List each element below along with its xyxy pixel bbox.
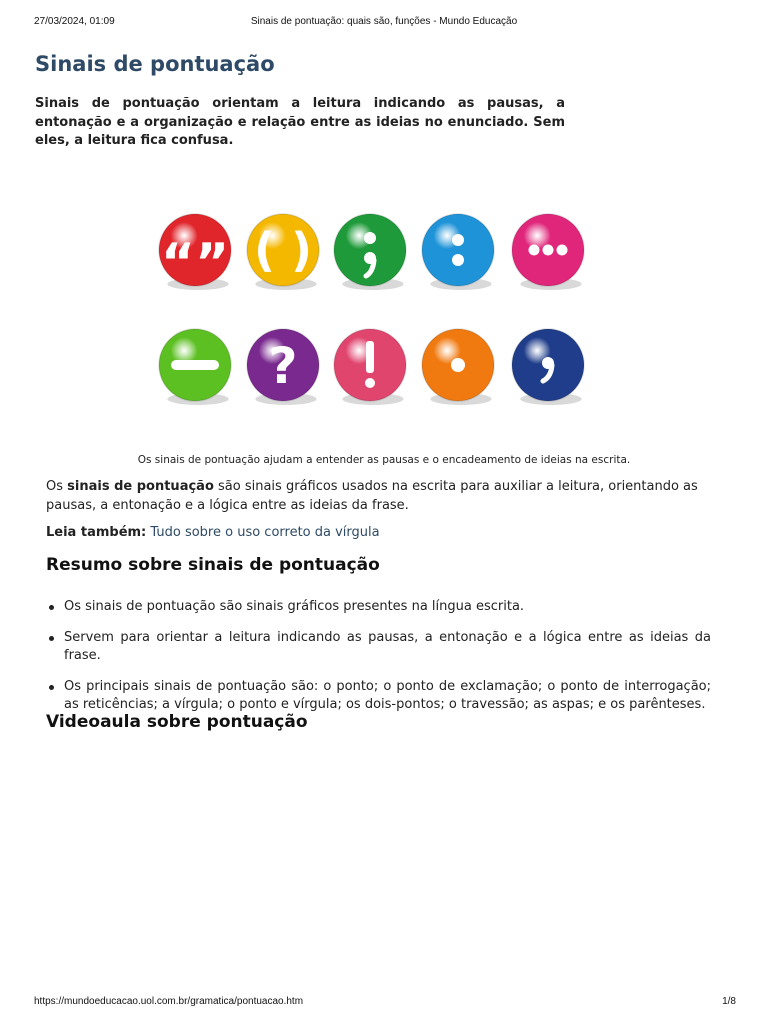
see-also-label: Leia também: bbox=[46, 525, 147, 540]
lead-paragraph: Sinais de pontuação orientam a leitura indicando as pausas, a entonação e a organização e relação entre as ideias no enunciado. Sem eles, a leitura fica confusa. bbox=[35, 96, 565, 148]
see-also bbox=[46, 524, 380, 542]
intro-bold-term: sinais de pontuação bbox=[67, 479, 214, 494]
print-datetime: 27/03/2024, 01:09 bbox=[34, 16, 115, 27]
svg-text:?: ? bbox=[268, 337, 298, 395]
figure-caption: Os sinais de pontuação ajudam a entender as pausas e o encadeamento de ideias na escrita. bbox=[137, 454, 631, 466]
print-footer bbox=[0, 996, 768, 1010]
ellipsis-icon bbox=[512, 214, 584, 290]
quotation-marks-icon bbox=[159, 214, 231, 293]
comma-icon bbox=[512, 329, 584, 405]
colon-icon bbox=[422, 214, 494, 290]
list-item: Os sinais de pontuação são sinais gráficos presentes na língua escrita. bbox=[46, 598, 711, 617]
period-icon bbox=[422, 329, 494, 405]
print-header bbox=[0, 16, 768, 30]
question-mark-icon bbox=[247, 329, 319, 405]
see-also-link[interactable]: Tudo sobre o uso correto da vírgula bbox=[150, 525, 380, 540]
list-item: Servem para orientar a leitura indicando as pausas, a entonação e a lógica entre as ideias da frase. bbox=[46, 629, 711, 666]
dash-icon bbox=[159, 329, 231, 405]
summary-list bbox=[46, 598, 711, 727]
summary-heading: Resumo sobre sinais de pontuação bbox=[46, 555, 380, 575]
print-url: https://mundoeducacao.uol.com.br/gramatica/pontuacao.htm bbox=[34, 996, 304, 1007]
semicolon-icon bbox=[334, 214, 406, 290]
print-page-number: 1/8 bbox=[722, 996, 736, 1007]
punctuation-figure bbox=[150, 205, 600, 410]
svg-text:( ): ( ) bbox=[253, 223, 313, 277]
page-title: Sinais de pontuação bbox=[35, 52, 275, 76]
video-heading: Videoaula sobre pontuação bbox=[46, 712, 308, 732]
punctuation-buttons-image bbox=[150, 205, 600, 410]
parentheses-icon bbox=[247, 214, 319, 290]
print-page-title: Sinais de pontuação: quais são, funções - Mundo Educação bbox=[250, 16, 518, 27]
list-item: Os principais sinais de pontuação são: o ponto; o ponto de exclamação; o ponto de interrogação; as reticências; a vírgula; o ponto e vírgula; os dois-pontos; o travessão; as aspas; e os parênteses. bbox=[46, 678, 711, 715]
intro-paragraph: Os sinais de pontuação são sinais gráficos usados na escrita para auxiliar a leitura, orientando as pausas, a entonação e a lógica entre as ideias da frase. bbox=[46, 479, 698, 513]
svg-text:“”: “” bbox=[160, 233, 230, 293]
exclamation-mark-icon bbox=[334, 329, 406, 405]
